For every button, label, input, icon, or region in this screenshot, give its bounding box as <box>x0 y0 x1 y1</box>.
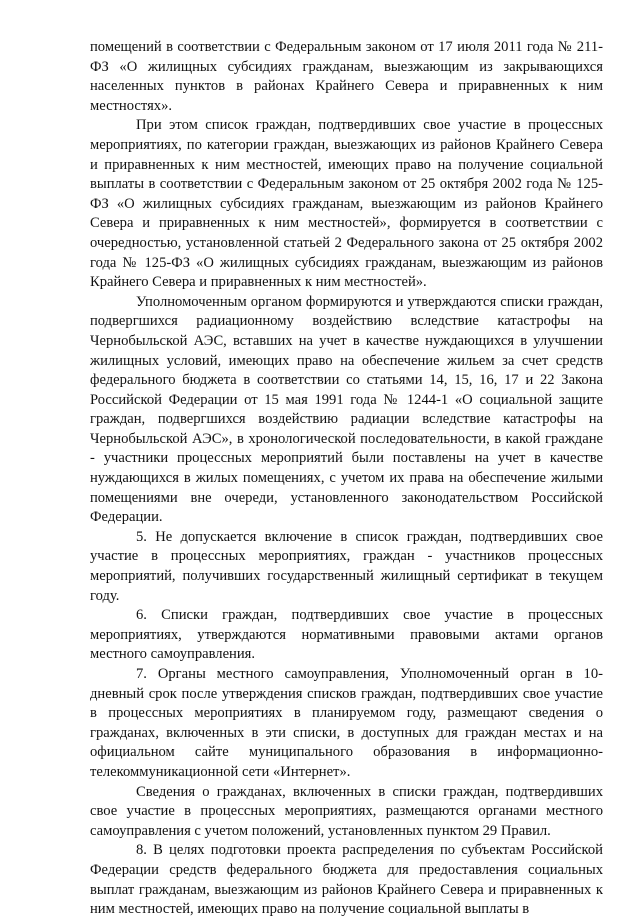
paragraph-continuation: помещений в соответствии с Федеральным законом от 17 июля 2011 года № 211-ФЗ «О жилищных субсидиях гражданам, выезжающим из закрывающихся населенных пунктов в районах Крайнего Севера и приравненных к ним местностях». <box>90 39 603 114</box>
paragraph-item-7: 7. Органы местного самоуправления, Уполномоченный орган в 10-дневный срок после утверждения списков граждан, подтвердивших свое участие в процессных мероприятиях в планируемом году, размещают сведения о гражданах, включенных в эти списки, в доступных для граждан местах и на официальном сайте муниципального образования в информационно-телекоммуникационной сети «Интернет». <box>90 666 603 780</box>
paragraph-north-list: При этом список граждан, подтвердивших свое участие в процессных мероприятиях, по категории граждан, выезжающих из районов Крайнего Севера и приравненных к ним местностей, имеющих право на получение социальной выплаты в соответствии с Федеральным законом от 25 октября 2002 года № 125-ФЗ «О жилищных субсидиях гражданам, выезжающим из районов Крайнего Севера и приравненных к ним местностей», формируется в соответствии с очередностью, установленной статьей 2 Федерального закона от 25 октября 2002 года № 125-ФЗ «О жилищных субсидиях гражданам, выезжающим из районов Крайнего Севера и приравненных к ним местностей». <box>90 117 603 291</box>
paragraph-item-6: 6. Списки граждан, подтвердивших свое участие в процессных мероприятиях, утверждаются нормативными правовыми актами органов местного самоуправления. <box>90 607 603 663</box>
paragraph-chernobyl-list: Уполномоченным органом формируются и утверждаются списки граждан, подвергшихся радиационному воздействию вследствие катастрофы на Чернобыльской АЭС, вставших на учет в качестве нуждающихся в улучшении жилищных условий, имеющих право на обеспечение жильем за счет средств федерального бюджета в соответствии со статьями 14, 15, 16, 17 и 22 Закона Российской Федерации от 15 мая 1991 года № 1244-1 «О социальной защите граждан, подвергшихся воздействию радиации вследствие катастрофы на Чернобыльской АЭС», в хронологической последовательности, в какой граждане - участники процессных мероприятий были поставлены на учет в качестве нуждающихся в жилых помещениях, с учетом их права на обеспечение жилыми помещениями вне очереди, установленного законодательством Российской Федерации. <box>90 293 603 526</box>
paragraph-item-8: 8. В целях подготовки проекта распределения по субъектам Российской Федерации средств федерального бюджета для предоставления социальных выплат гражданам, выезжающим из районов Крайнего Севера и приравненных к ним местностей, имеющих право на получение социальной выплаты в <box>90 842 603 918</box>
paragraph-item-5: 5. Не допускается включение в список граждан, подтвердивших свое участие в процессных мероприятиях, граждан - участников процессных мероприятий, получивших государственный жилищный сертификат в текущем году. <box>90 528 603 604</box>
paragraph-item-7-details: Сведения о гражданах, включенных в списки граждан, подтвердивших свое участие в процессных мероприятиях, размещаются органами местного самоуправления с учетом положений, установленных пунктом 29 Правил. <box>90 783 603 839</box>
document-page <box>90 38 603 920</box>
